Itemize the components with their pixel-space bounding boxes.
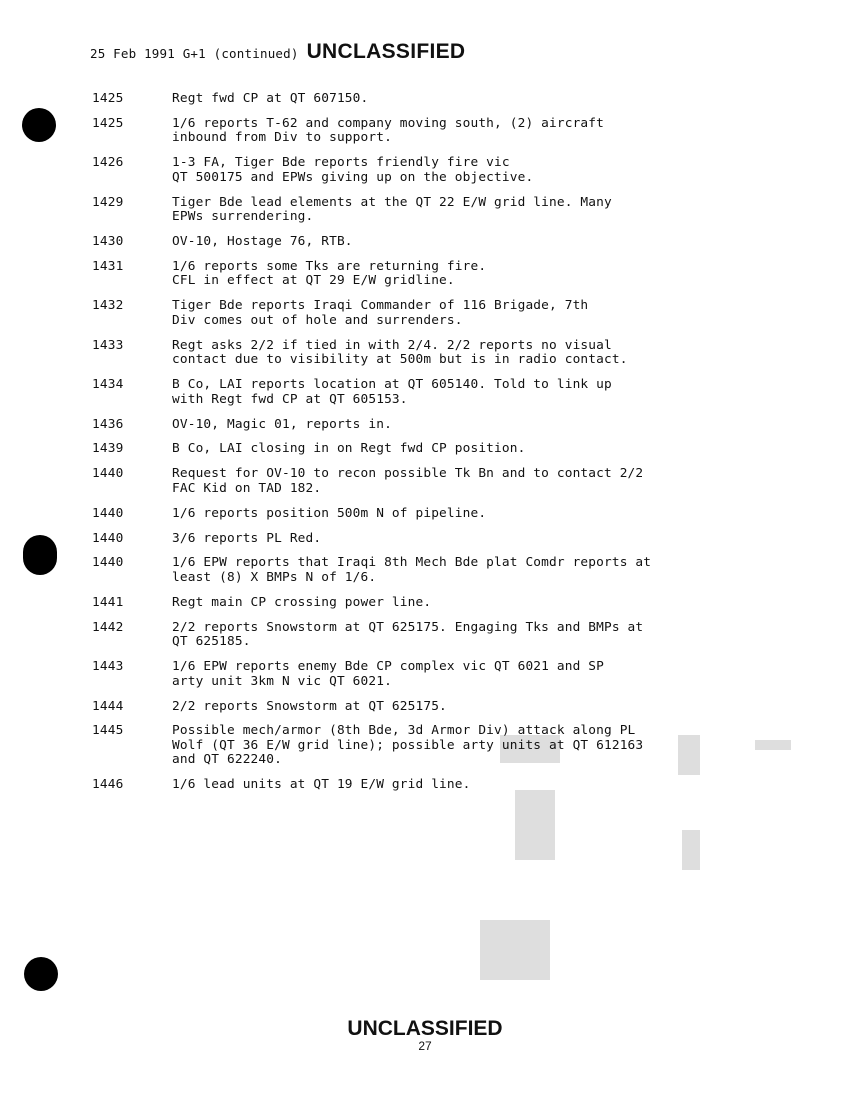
entry-text: Possible mech/armor (8th Bde, 3d Armor Div) attack along PL Wolf (QT 36 E/W grid line); possible arty units at QT 612163 and QT 622240. — [172, 723, 644, 768]
entry-time: 1440 — [92, 466, 124, 482]
punch-hole — [23, 535, 57, 575]
entry-time: 1443 — [92, 659, 124, 675]
entry-time: 1431 — [92, 258, 124, 274]
entry-time: 1440 — [92, 505, 124, 521]
entry-text: Regt asks 2/2 if tied in with 2/4. 2/2 reports no visual contact due to visibility at 500m but is in radio contact. — [172, 337, 628, 368]
entry-time: 1436 — [92, 416, 124, 432]
log-entry — [92, 442, 792, 457]
entry-text: 1/6 reports some Tks are returning fire. CFL in effect at QT 29 E/W gridline. — [172, 258, 487, 289]
log-entry — [92, 724, 792, 768]
header-date-line: 25 Feb 1991 G+1 (continued) — [90, 46, 299, 61]
entry-time: 1432 — [92, 298, 124, 314]
entry-time: 1429 — [92, 194, 124, 210]
entry-text: B Co, LAI reports location at QT 605140. Told to link up with Regt fwd CP at QT 605153. — [172, 377, 612, 407]
entry-text: 3/6 reports PL Red. — [172, 530, 322, 546]
punch-hole — [24, 957, 58, 991]
entry-time: 1430 — [92, 234, 124, 250]
entry-text: 1/6 EPW reports that Iraqi 8th Mech Bde plat Comdr reports at least (8) X BMPs N of 1/6. — [172, 555, 652, 585]
entry-text: OV-10, Magic 01, reports in. — [172, 416, 392, 432]
scan-noise — [682, 830, 700, 870]
entry-text: Tiger Bde reports Iraqi Commander of 116 Brigade, 7th Div comes out of hole and surrenders. — [172, 298, 589, 328]
log-entry — [92, 621, 792, 650]
log-entries — [92, 92, 792, 803]
entry-text: 1-3 FA, Tiger Bde reports friendly fire vic QT 500175 and EPWs giving up on the objective. — [172, 155, 534, 185]
entry-text: 1/6 EPW reports enemy Bde CP complex vic QT 6021 and SP arty unit 3km N vic QT 6021. — [172, 659, 604, 689]
log-entry — [92, 196, 792, 225]
entry-text: 2/2 reports Snowstorm at QT 625175. Engaging Tks and BMPs at QT 625185. — [172, 619, 644, 650]
log-entry — [92, 92, 792, 107]
entry-text: B Co, LAI closing in on Regt fwd CP position. — [172, 441, 526, 457]
entry-text: Regt main CP crossing power line. — [172, 594, 432, 610]
log-entry — [92, 235, 792, 250]
page-footer — [0, 1018, 850, 1052]
entry-text: 1/6 reports position 500m N of pipeline. — [172, 505, 487, 521]
footer-classification: UNCLASSIFIED — [347, 1017, 503, 1040]
entry-time: 1444 — [92, 698, 124, 714]
log-entry — [92, 467, 792, 496]
log-entry — [92, 700, 792, 715]
entry-time: 1442 — [92, 619, 124, 635]
entry-time: 1446 — [92, 777, 124, 793]
entry-text: Tiger Bde lead elements at the QT 22 E/W grid line. Many EPWs surrendering. — [172, 194, 612, 225]
log-entry — [92, 156, 792, 185]
log-entry — [92, 418, 792, 433]
entry-time: 1441 — [92, 594, 124, 610]
entry-text: Request for OV-10 to recon possible Tk Bn and to contact 2/2 FAC Kid on TAD 182. — [172, 466, 644, 496]
page-number: 27 — [418, 1039, 432, 1053]
log-entry — [92, 339, 792, 368]
entry-time: 1425 — [92, 91, 124, 106]
log-entry — [92, 117, 792, 146]
log-entry — [92, 778, 792, 793]
log-entry — [92, 507, 792, 522]
log-entry — [92, 378, 792, 407]
entry-text: 2/2 reports Snowstorm at QT 625175. — [172, 698, 447, 714]
entry-text: Regt fwd CP at QT 607150. — [172, 91, 369, 106]
entry-text: 1/6 reports T-62 and company moving south, (2) aircraft inbound from Div to support. — [172, 115, 604, 146]
log-entry — [92, 596, 792, 611]
punch-hole — [22, 108, 56, 142]
entry-time: 1426 — [92, 155, 124, 171]
entry-time: 1440 — [92, 530, 124, 546]
log-entry — [92, 660, 792, 689]
entry-time: 1434 — [92, 377, 124, 393]
entry-time: 1425 — [92, 115, 124, 131]
entry-time: 1433 — [92, 337, 124, 353]
log-entry — [92, 260, 792, 289]
page-header — [90, 40, 465, 64]
entry-text: OV-10, Hostage 76, RTB. — [172, 234, 353, 250]
entry-time: 1445 — [92, 723, 124, 739]
entry-time: 1439 — [92, 441, 124, 457]
log-entry — [92, 532, 792, 547]
header-classification: UNCLASSIFIED — [306, 40, 466, 63]
entry-text: 1/6 lead units at QT 19 E/W grid line. — [172, 777, 471, 793]
scan-noise — [480, 920, 550, 980]
log-entry — [92, 299, 792, 328]
entry-time: 1440 — [92, 555, 124, 571]
log-entry — [92, 556, 792, 585]
